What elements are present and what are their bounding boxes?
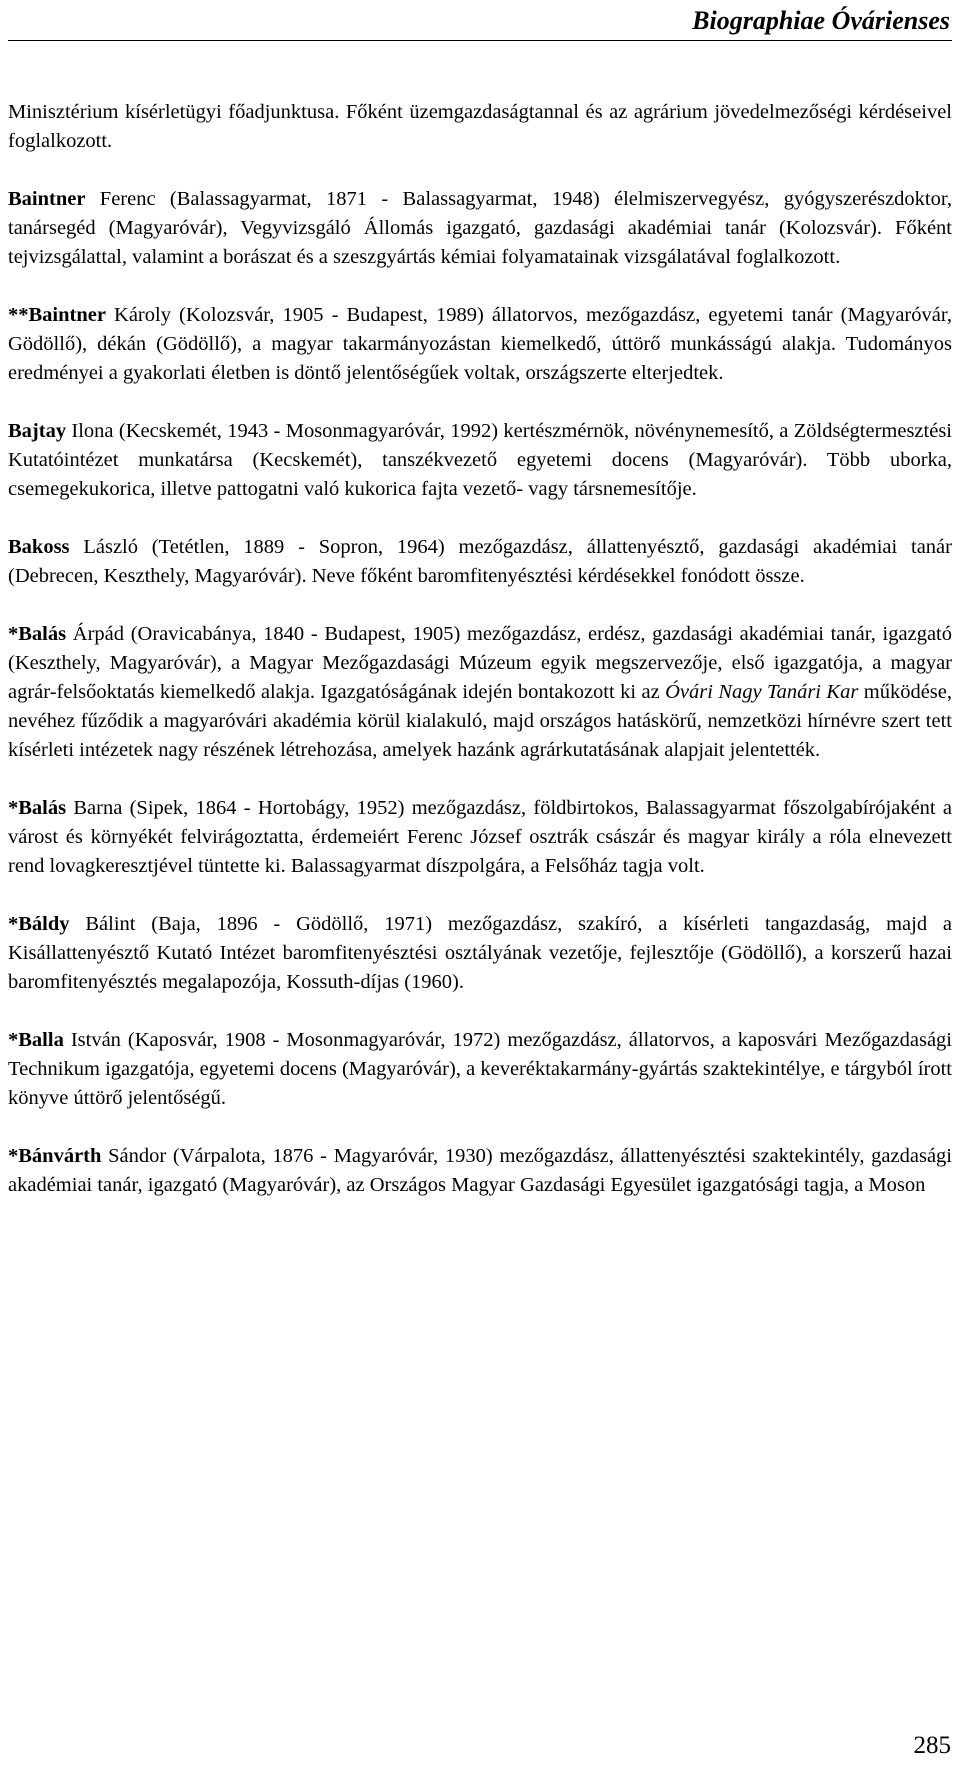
entry-surname: Baintner xyxy=(8,188,86,210)
entry-baintner-ferenc xyxy=(8,185,952,272)
entry-text: Károly (Kolozsvár, 1905 - Budapest, 1989) állatorvos, mezőgazdász, egyetemi tanár (Magyaróvár, Gödöllő), dékán (Gödöllő), a magyar takarmányozástan kiemelkedő, úttörő munkásságú alakja. Tudományos eredményei a gyakorlati életben is döntő jelentőségűek voltak, országszerte elterjedtek. xyxy=(8,304,952,384)
entry-text: Ferenc (Balassagyarmat, 1871 - Balassagyarmat, 1948) élelmiszervegyész, gyógyszerészdoktor, tanársegéd (Magyaróvár), Vegyvizsgáló Állomás igazgató, gazdasági akadémiai tanár (Kolozsvár). Főként tejvizsgálattal, valamint a borászat és a szeszgyártás kémiai folyamatainak vizsgálatával foglalkozott. xyxy=(8,188,952,268)
entry-balla-istvan xyxy=(8,1026,952,1113)
header-rule xyxy=(8,40,952,41)
entry-text: Barna (Sipek, 1864 - Hortobágy, 1952) mezőgazdász, földbirtokos, Balassagyarmat főszolgabírójaként a várost és környékét felvirágoztatta, érdemeiért Ferenc József osztrák császár és magyar király a róla elnevezett rend lovagkeresztjével tüntette ki. Balassagyarmat díszpolgára, a Felsőház tagja volt. xyxy=(8,797,952,877)
entry-surname: *Balla xyxy=(8,1029,64,1051)
entry-surname: *Bánvárth xyxy=(8,1145,102,1167)
header-title: Biographiae Óvárienses xyxy=(692,6,950,35)
entry-text: Árpád (Oravicabánya, 1840 - Budapest, 1905) mezőgazdász, erdész, gazdasági akadémiai tanár, igazgató (Keszthely, Magyaróvár), a Magyar Mezőgazdasági Múzeum egyik megszervezője, első igazgatója, a magyar agrár-felsőoktatás kiemelkedő alakja. Igazgatóságának idején bontakozott ki az xyxy=(8,623,952,703)
entry-surname: Bakoss xyxy=(8,536,70,558)
page-number: 285 xyxy=(913,1732,951,1759)
entry-baintner-karoly xyxy=(8,301,952,388)
entry-text-continued: működése, nevéhez fűződik a magyaróvári akadémia körül kialakuló, majd országos hatáskörű, nemzetközi hírnévre szert tett kísérleti intézetek nagy részének létrehozása, amelyek hazánk agrárkutatásának alapjait jelentették. xyxy=(8,681,952,761)
entry-surname: **Baintner xyxy=(8,304,106,326)
entry-text: Bálint (Baja, 1896 - Gödöllő, 1971) mezőgazdász, szakíró, a kísérleti tangazdaság, majd a Kisállattenyésztő Kutató Intézet baromfitenyésztési osztályának vezetője, fejlesztője (Gödöllő), a korszerű hazai baromfitenyésztés megalapozója, Kossuth-díjas (1960). xyxy=(8,913,952,993)
entry-text: Ilona (Kecskemét, 1943 - Mosonmagyaróvár, 1992) kertészmérnök, növénynemesítő, a Zöldségtermesztési Kutatóintézet munkatársa (Kecskemét), tanszékvezető egyetemi docens (Magyaróvár). Több uborka, csemegekukorica, illetve pattogatni való kukorica fajta vezető- vagy társnemesítője. xyxy=(8,420,952,500)
entry-surname: *Balás xyxy=(8,623,67,645)
running-header xyxy=(0,0,960,44)
entry-bajtay-ilona xyxy=(8,417,952,504)
entry-text: László (Tetétlen, 1889 - Sopron, 1964) mezőgazdász, állattenyésztő, gazdasági akadémiai tanár (Debrecen, Keszthely, Magyaróvár). Neve főként baromfitenyésztési kérdésekkel fonódott össze. xyxy=(8,536,952,587)
intro-paragraph: Minisztérium kísérletügyi főadjunktusa. Főként üzemgazdaságtannal és az agrárium jövedelmezőségi kérdéseivel foglalkozott. xyxy=(8,101,952,152)
entry-text: István (Kaposvár, 1908 - Mosonmagyaróvár, 1972) mezőgazdász, állatorvos, a kaposvári Mezőgazdasági Technikum igazgatója, egyetemi docens (Magyaróvár), a keveréktakarmány-gyártás szaktekintélye, e tárgyból írott könyve úttörő jelentőségű. xyxy=(8,1029,952,1109)
entry-text: Sándor (Várpalota, 1876 - Magyaróvár, 1930) mezőgazdász, állattenyésztési szaktekintély, gazdasági akadémiai tanár, igazgató (Magyaróvár), az Országos Magyar Gazdasági Egyesület igazgatósági tagja, a Moson xyxy=(8,1145,952,1196)
entry-italic-text: Óvári Nagy Tanári Kar xyxy=(665,681,859,703)
entry-balas-barna xyxy=(8,794,952,881)
entry-bakoss-laszlo xyxy=(8,533,952,591)
entry-banvarth-sandor xyxy=(8,1142,952,1200)
entry-surname: *Balás xyxy=(8,797,67,819)
entry-balas-arpad xyxy=(8,620,952,765)
entry-surname: Bajtay xyxy=(8,420,67,442)
entry-surname: *Báldy xyxy=(8,913,70,935)
page-body xyxy=(8,98,952,1229)
entry-baldy-balint xyxy=(8,910,952,997)
